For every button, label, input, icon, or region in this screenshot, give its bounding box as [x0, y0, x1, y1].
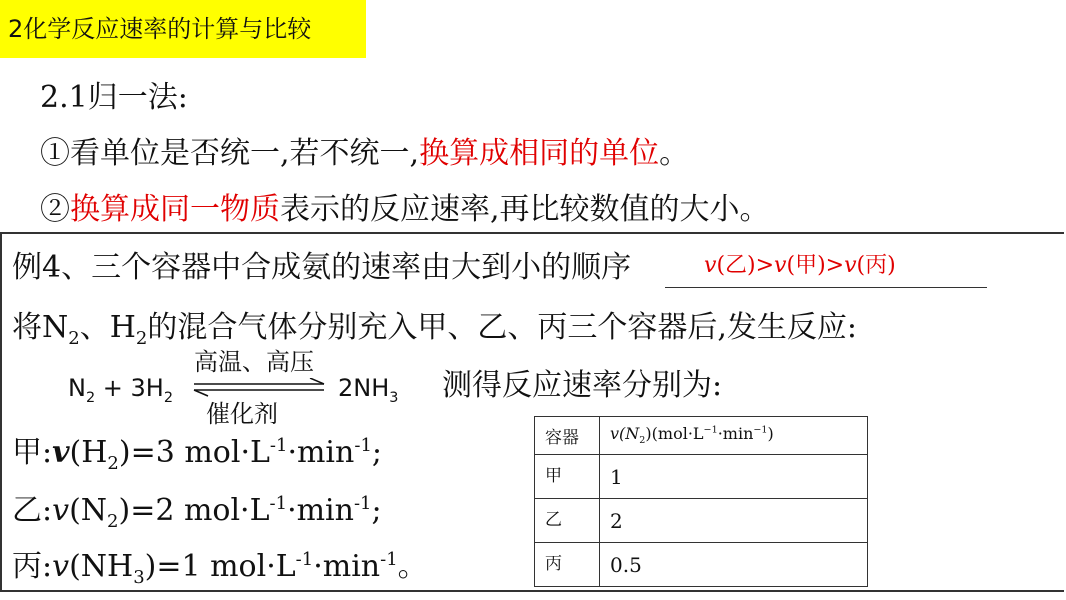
rate-v: v [52, 435, 70, 470]
equation-reactants [68, 374, 173, 406]
rate-v: v [52, 493, 70, 528]
setup-part-1: 将N [12, 310, 69, 345]
condition-bottom: 催化剂 [206, 400, 278, 428]
product-nh3: 2NH [338, 374, 390, 402]
rate-exp-1: -1 [295, 549, 314, 570]
reactant-n2: N [68, 374, 86, 402]
header-min: ·min [717, 424, 754, 444]
rate-species-sub: 2 [107, 453, 119, 474]
example-question: 例4、三个容器中合成氨的速率由大到小的顺序 [12, 250, 632, 285]
rate-exp-2: -1 [353, 493, 372, 514]
rate-label: 甲: [12, 435, 53, 470]
table-cell-value: 0.5 [600, 543, 868, 587]
header-close: ) [767, 424, 774, 444]
answer-v2: v [774, 253, 787, 278]
table-row [535, 543, 868, 587]
header-v: v [610, 424, 620, 444]
rate-label: 丙: [12, 549, 53, 584]
rule-1 [40, 134, 689, 174]
reactant-n2-sub: 2 [85, 389, 96, 406]
reactant-h2: + 3H [102, 374, 164, 402]
answer-b: (甲) [786, 253, 826, 278]
example-setup [12, 308, 857, 359]
measured-label: 测得反应速率分别为: [442, 368, 723, 403]
table-header-container: 容器 [535, 417, 600, 455]
header-n: (N [619, 424, 640, 444]
setup-part-2: 、H [79, 310, 136, 345]
rate-value: )=1 mol·L [144, 549, 296, 584]
rate-species-sub: 2 [107, 511, 119, 532]
rate-min: ·min [313, 549, 381, 584]
rule-1-highlight: 换算成相同的单位 [419, 136, 660, 171]
rate-exp-1: -1 [269, 493, 288, 514]
rule-1-suffix: 。 [659, 136, 690, 171]
setup-part-3: 的混合气体分别充入甲、乙、丙三个容器后,发生反应: [147, 310, 857, 345]
section-title: 2化学反应速率的计算与比较 [0, 0, 366, 58]
rate-min: ·min [287, 435, 355, 470]
rate-species: (NH [69, 549, 134, 584]
setup-sub-1: 2 [68, 328, 80, 349]
table-header-rate [600, 417, 868, 455]
product-nh3-sub: 3 [389, 389, 399, 406]
rule-2 [40, 190, 770, 230]
answer-v1: v [704, 253, 717, 278]
rate-end: 。 [397, 549, 428, 584]
condition-top: 高温、高压 [194, 348, 314, 376]
header-n-sub: 2 [639, 435, 646, 447]
answer-gt2: > [825, 253, 845, 278]
answer-order [704, 248, 896, 279]
rate-label: 乙: [12, 493, 53, 528]
answer-blank [665, 287, 987, 288]
equation-product [338, 374, 398, 406]
rate-min: ·min [287, 493, 354, 528]
rate-end: ; [371, 493, 382, 528]
reactant-h2-sub: 2 [163, 389, 173, 406]
answer-c: (丙) [856, 253, 896, 278]
table-cell-value: 2 [600, 499, 868, 543]
rate-line-jia [12, 426, 382, 484]
rate-species: (N [69, 493, 108, 528]
header-exp-2: −1 [753, 425, 768, 437]
table-cell-value: 1 [600, 455, 868, 499]
answer-gt1: > [755, 253, 775, 278]
rate-line-bing [12, 540, 428, 598]
rule-2-marker: ② [40, 192, 70, 227]
table-row [535, 455, 868, 499]
table-cell-container: 丙 [535, 543, 600, 587]
rate-exp-2: -1 [354, 435, 372, 456]
rate-value: )=3 mol·L [118, 435, 270, 470]
rate-v: v [52, 549, 70, 584]
rule-1-prefix: ①看单位是否统一,若不统一, [40, 136, 420, 171]
table-header-row [535, 417, 868, 455]
rate-line-yi [12, 484, 382, 542]
table-cell-container: 乙 [535, 499, 600, 543]
rate-exp-1: -1 [269, 435, 288, 456]
rate-table [534, 416, 868, 587]
setup-sub-2: 2 [135, 328, 148, 349]
header-units: )(mol·L [645, 424, 704, 444]
rule-2-highlight: 换算成同一物质 [70, 192, 280, 227]
rate-species: (H [69, 435, 108, 470]
table-row [535, 499, 868, 543]
header-exp-1: −1 [703, 425, 718, 437]
rate-exp-2: -1 [380, 549, 398, 570]
answer-a: (乙) [716, 253, 756, 278]
rate-value: )=2 mol·L [118, 493, 270, 528]
answer-v3: v [844, 253, 857, 278]
rule-2-suffix: 表示的反应速率,再比较数值的大小。 [280, 192, 770, 227]
rate-end: ; [371, 435, 383, 470]
method-heading: 2.1归一法: [40, 80, 188, 115]
rate-species-sub: 3 [133, 567, 145, 588]
table-cell-container: 甲 [535, 455, 600, 499]
